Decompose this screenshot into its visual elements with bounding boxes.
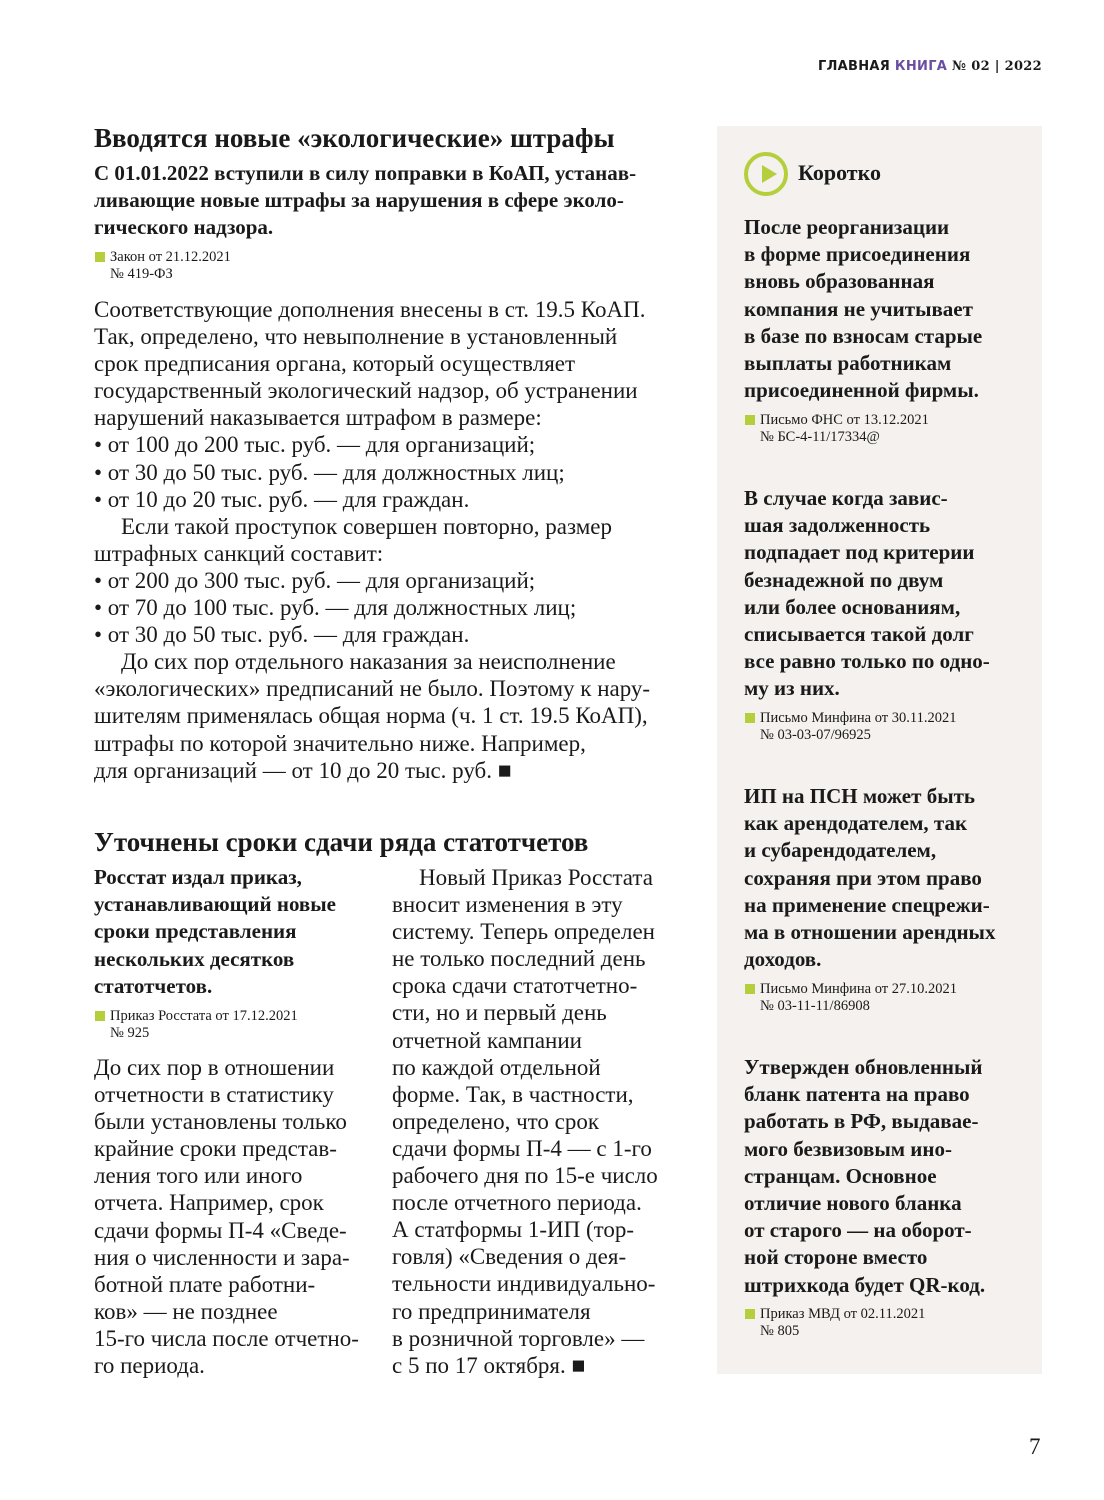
article2-title: Уточнены сроки сдачи ряда статотчетов bbox=[94, 827, 589, 857]
text-line: му из них. bbox=[744, 676, 840, 701]
text-line: штрафы по которой значительно ниже. Например, bbox=[94, 730, 586, 756]
text-line: и субарендодателем, bbox=[744, 838, 937, 863]
brief-item-4-source bbox=[744, 1306, 925, 1340]
text-line: в розничной торговле» — bbox=[392, 1325, 645, 1351]
issue-number: № 02 | 2022 bbox=[951, 59, 1042, 74]
brief-item-4 bbox=[744, 1054, 985, 1299]
text-line: гического надзора. bbox=[94, 215, 274, 240]
text-line: нарушений наказывается штрафом в размере: bbox=[94, 405, 542, 431]
text-line: го периода. bbox=[94, 1353, 205, 1379]
text-line: ИП на ПСН может быть bbox=[744, 784, 976, 808]
text-line: Письмо Минфина от 27.10.2021 bbox=[760, 981, 957, 997]
text-line: отчетной кампании bbox=[392, 1027, 582, 1053]
text-line: мого безвизовым ино- bbox=[744, 1136, 952, 1161]
play-circle-icon bbox=[744, 152, 788, 196]
text-line: списывается такой долг bbox=[744, 622, 974, 647]
text-line: В случае когда завис- bbox=[744, 486, 948, 510]
text-line: • от 200 до 300 тыс. руб. — для организаций; bbox=[94, 567, 536, 593]
brief-item-2 bbox=[744, 485, 990, 703]
brief-item-1 bbox=[744, 214, 982, 404]
text-line: № 805 bbox=[760, 1323, 800, 1339]
text-line: № БС-4-11/17334@ bbox=[760, 429, 880, 445]
text-line: вновь образованная bbox=[744, 269, 935, 294]
text-line: вносит изменения в эту bbox=[392, 892, 623, 918]
text-line: • от 70 до 100 тыс. руб. — для должностных лиц; bbox=[94, 595, 577, 621]
text-line: • от 30 до 50 тыс. руб. — для граждан. bbox=[94, 622, 470, 648]
text-line: с 5 по 17 октября. ■ bbox=[392, 1352, 586, 1378]
text-line: отчета. Например, срок bbox=[94, 1190, 324, 1216]
text-line: • от 30 до 50 тыс. руб. — для должностных лиц; bbox=[94, 459, 565, 485]
text-line: доходов. bbox=[744, 947, 822, 972]
text-line: сдачи формы П-4 — с 1-го bbox=[392, 1135, 652, 1161]
text-line: го предпринимателя bbox=[392, 1298, 591, 1324]
text-line: Утвержден обновленный bbox=[744, 1055, 983, 1079]
text-line: № 03-03-07/96925 bbox=[760, 727, 871, 743]
article2-source bbox=[94, 1008, 298, 1042]
text-line: на применение спецрежи- bbox=[744, 892, 990, 917]
text-line: Закон от 21.12.2021 bbox=[110, 249, 231, 265]
text-line: № 03-11-11/86908 bbox=[760, 998, 870, 1014]
text-line: срока сдачи статотчетно- bbox=[392, 973, 638, 999]
text-line: Росстат издал приказ, bbox=[94, 865, 302, 889]
text-line: государственный экологический надзор, об устранении bbox=[94, 378, 638, 404]
text-line: сроки представления bbox=[94, 919, 297, 944]
text-line: ма в отношении арендных bbox=[744, 920, 996, 945]
text-line: ния о численности и зара- bbox=[94, 1244, 350, 1270]
text-line: Новый Приказ Росстата bbox=[419, 865, 653, 890]
text-line: • от 100 до 200 тыс. руб. — для организаций; bbox=[94, 432, 536, 458]
text-line: До сих пор в отношении bbox=[94, 1055, 335, 1080]
text-line: Приказ Росстата от 17.12.2021 bbox=[110, 1008, 298, 1024]
brief-item-3 bbox=[744, 783, 995, 973]
text-line: в форме присоединения bbox=[744, 242, 971, 267]
article1-lead bbox=[94, 160, 636, 242]
text-line: определено, что срок bbox=[392, 1108, 600, 1134]
brief-item-2-source bbox=[744, 710, 956, 744]
brief-item-3-source bbox=[744, 981, 957, 1015]
text-line: • от 10 до 20 тыс. руб. — для граждан. bbox=[94, 486, 470, 512]
text-line: бланк патента на право bbox=[744, 1082, 970, 1107]
text-line: не только последний день bbox=[392, 946, 646, 972]
text-line: отчетности в статистику bbox=[94, 1082, 334, 1108]
text-line: ков» — не позднее bbox=[94, 1298, 278, 1324]
text-line: 15-го числа после отчетно- bbox=[94, 1325, 359, 1351]
text-line: выплаты работникам bbox=[744, 351, 952, 376]
text-line: безнадежной по двум bbox=[744, 567, 944, 592]
text-line: компания не учитывает bbox=[744, 296, 973, 321]
text-line: штрихкода будет QR-код. bbox=[744, 1272, 986, 1297]
text-line: присоединенной фирмы. bbox=[744, 378, 979, 403]
text-line: Соответствующие дополнения внесены в ст. 19.5 КоАП. bbox=[94, 297, 646, 322]
text-line: нескольких десятков bbox=[94, 946, 295, 971]
text-line: рабочего дня по 15-е число bbox=[392, 1163, 658, 1189]
text-line: после отчетного периода. bbox=[392, 1190, 642, 1216]
article1-source bbox=[94, 249, 231, 283]
brief-item-1-source bbox=[744, 412, 929, 446]
text-line: статотчетов. bbox=[94, 973, 213, 998]
text-line: Приказ МВД от 02.11.2021 bbox=[760, 1306, 926, 1322]
text-line: ботной плате работни- bbox=[94, 1271, 316, 1297]
text-line: сдачи формы П-4 «Сведе- bbox=[94, 1217, 347, 1243]
article1-body bbox=[94, 296, 650, 784]
text-line: для организаций — от 10 до 20 тыс. руб. ■ bbox=[94, 757, 512, 783]
text-line: № 419-ФЗ bbox=[110, 266, 173, 282]
text-line: форме. Так, в частности, bbox=[392, 1081, 634, 1107]
article2-lead bbox=[94, 864, 336, 1000]
text-line: А статформы 1-ИП (тор- bbox=[392, 1217, 635, 1243]
brand-name: ГЛАВНАЯ bbox=[817, 59, 891, 74]
brand-name-accent: КНИГА bbox=[894, 59, 948, 74]
text-line: странцам. Основное bbox=[744, 1163, 937, 1188]
text-line: были установлены только bbox=[94, 1109, 347, 1135]
text-line: от старого — на оборот- bbox=[744, 1218, 972, 1243]
text-line: Если такой проступок совершен повторно, размер bbox=[121, 513, 612, 539]
text-line: говля) «Сведения о дея- bbox=[392, 1244, 627, 1270]
text-line: ления того или иного bbox=[94, 1163, 303, 1189]
text-line: как арендодателем, так bbox=[744, 811, 968, 836]
text-line: работать в РФ, выдавае- bbox=[744, 1109, 979, 1134]
text-line: отличие нового бланка bbox=[744, 1191, 962, 1216]
text-line: подпадает под критерии bbox=[744, 540, 975, 565]
text-line: После реорганизации bbox=[744, 215, 950, 239]
text-line: штрафных санкций составит: bbox=[94, 540, 384, 566]
text-line: ливающие новые штрафы за нарушения в сфере эколо- bbox=[94, 188, 624, 213]
text-line: срок предписания органа, который осуществляет bbox=[94, 351, 576, 377]
text-line: все равно только по одно- bbox=[744, 649, 990, 674]
text-line: сти, но и первый день bbox=[392, 1000, 607, 1026]
text-line: систему. Теперь определен bbox=[392, 919, 655, 945]
text-line: устанавливающий новые bbox=[94, 892, 336, 917]
text-line: или более основаниям, bbox=[744, 594, 961, 619]
text-line: Письмо ФНС от 13.12.2021 bbox=[760, 412, 929, 428]
text-line: в базе по взносам старые bbox=[744, 323, 983, 348]
page-number: 7 bbox=[1029, 1434, 1041, 1459]
article1-title: Вводятся новые «экологические» штрафы bbox=[94, 123, 615, 153]
sidebar-title: Коротко bbox=[798, 160, 881, 185]
text-line: «экологических» предписаний не было. Поэтому к нару- bbox=[94, 676, 651, 702]
text-line: сохраняя при этом право bbox=[744, 865, 982, 890]
article2-body-left bbox=[94, 1054, 359, 1379]
text-line: крайние сроки представ- bbox=[94, 1136, 337, 1162]
text-line: шая задолженность bbox=[744, 513, 931, 538]
running-header bbox=[818, 59, 1042, 74]
text-line: Письмо Минфина от 30.11.2021 bbox=[760, 710, 957, 726]
text-line: тельности индивидуально- bbox=[392, 1271, 656, 1297]
text-line: С 01.01.2022 вступили в силу поправки в КоАП, устанав- bbox=[94, 161, 637, 185]
article2-body-right bbox=[392, 864, 658, 1379]
text-line: по каждой отдельной bbox=[392, 1054, 601, 1080]
text-line: шителям применялась общая норма (ч. 1 ст. 19.5 КоАП), bbox=[94, 703, 648, 729]
text-line: Так, определено, что невыполнение в установленный bbox=[94, 324, 618, 350]
text-line: До сих пор отдельного наказания за неисполнение bbox=[121, 649, 616, 675]
text-line: ной стороне вместо bbox=[744, 1245, 928, 1270]
text-line: № 925 bbox=[110, 1025, 150, 1041]
